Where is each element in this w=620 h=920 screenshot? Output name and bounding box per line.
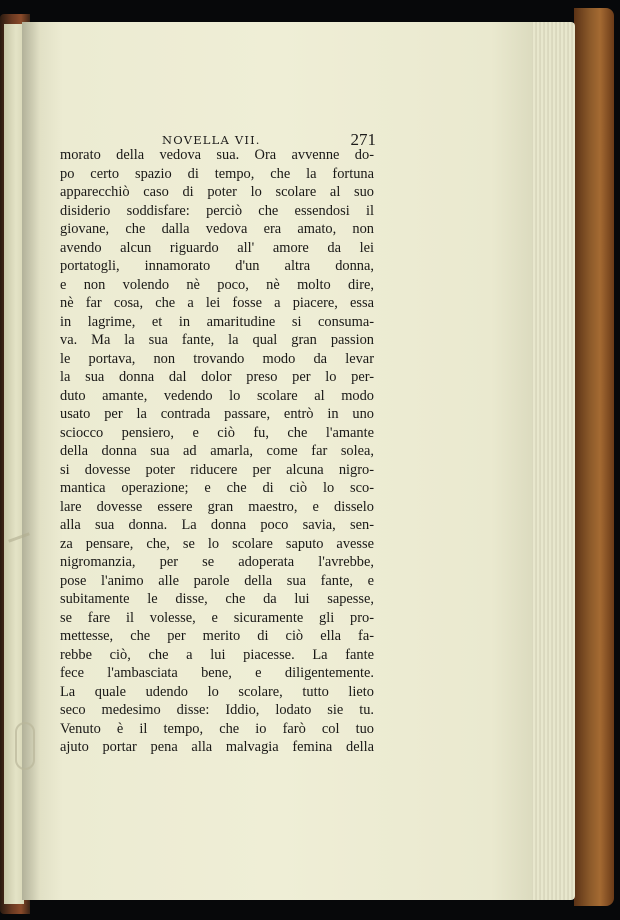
- text-line: nè far cosa, che a lei fosse a piacere, essa: [60, 295, 374, 311]
- running-title: NOVELLA VII.: [162, 133, 261, 147]
- text-line: si dovesse poter riducere per alcuna nigro-: [60, 461, 374, 478]
- text-line: fece l'ambasciata bene, e diligentemente.: [60, 665, 374, 681]
- page-number: 271: [350, 130, 376, 149]
- text-line: mantica operazione; e che di ciò lo sco-: [60, 480, 374, 496]
- text-line: alla sua donna. La donna poco savia, sen-: [60, 517, 374, 533]
- text-line: morato della vedova sua. Ora avvenne do-: [60, 147, 374, 163]
- text-line: lare dovesse essere gran maestro, e disselo: [60, 498, 374, 515]
- text-line: za pensare, che, se lo scolare saputo avesse: [60, 535, 374, 552]
- text-line: va. Ma la sua fante, la qual gran passion: [60, 332, 374, 348]
- book-cover-right: [574, 8, 614, 906]
- text-line: po certo spazio di tempo, che la fortuna: [60, 165, 374, 182]
- text-line: apparecchiò caso di poter lo scolare al suo: [60, 184, 374, 200]
- text-line: nigromanzia, per se adoperata l'avrebbe,: [60, 554, 374, 570]
- text-line: la sua donna dal dolor preso per lo per-: [60, 369, 374, 385]
- text-line: e non volendo nè poco, nè molto dire,: [60, 276, 374, 293]
- text-line: duto amante, vedendo lo scolare al modo: [60, 387, 374, 404]
- text-line: rebbe ciò, che a lui piacesse. La fante: [60, 646, 374, 663]
- text-line: ajuto portar pena alla malvagia femina della: [60, 739, 374, 755]
- text-line: mettesse, che per merito di ciò ella fa-: [60, 628, 374, 644]
- text-line: avendo alcun riguardo all' amore da lei: [60, 239, 374, 256]
- text-line: se fare il volesse, e sicuramente gli pro-: [60, 609, 374, 626]
- text-line: sciocco pensiero, e ciò fu, che l'amante: [60, 424, 374, 441]
- text-line: disiderio soddisfare: perciò che essendosi il: [60, 202, 374, 219]
- text-line: seco medesimo disse: Iddio, lodato sie tu.: [60, 702, 374, 718]
- text-line: pose l'animo alle parole della sua fante, e: [60, 572, 374, 589]
- text-line: subitamente le disse, che da lui sapesse,: [60, 591, 374, 607]
- text-line: portatogli, innamorato d'un altra donna,: [60, 258, 374, 274]
- text-line: della donna sua ad amarla, come far solea,: [60, 443, 374, 459]
- text-line: in lagrime, et in amaritudine si consuma-: [60, 313, 374, 330]
- text-line: usato per la contrada passare, entrò in uno: [60, 406, 374, 422]
- text-line: La quale udendo lo scolare, tutto lieto: [60, 683, 374, 700]
- facing-page-edge: [4, 24, 24, 904]
- text-line: giovane, che dalla vedova era amato, non: [60, 221, 374, 237]
- text-line: Venuto è il tempo, che io farò col tuo: [60, 720, 374, 737]
- body-text: [60, 146, 374, 757]
- binding-clasp: [15, 722, 35, 770]
- text-line: le portava, non trovando modo da levar: [60, 350, 374, 367]
